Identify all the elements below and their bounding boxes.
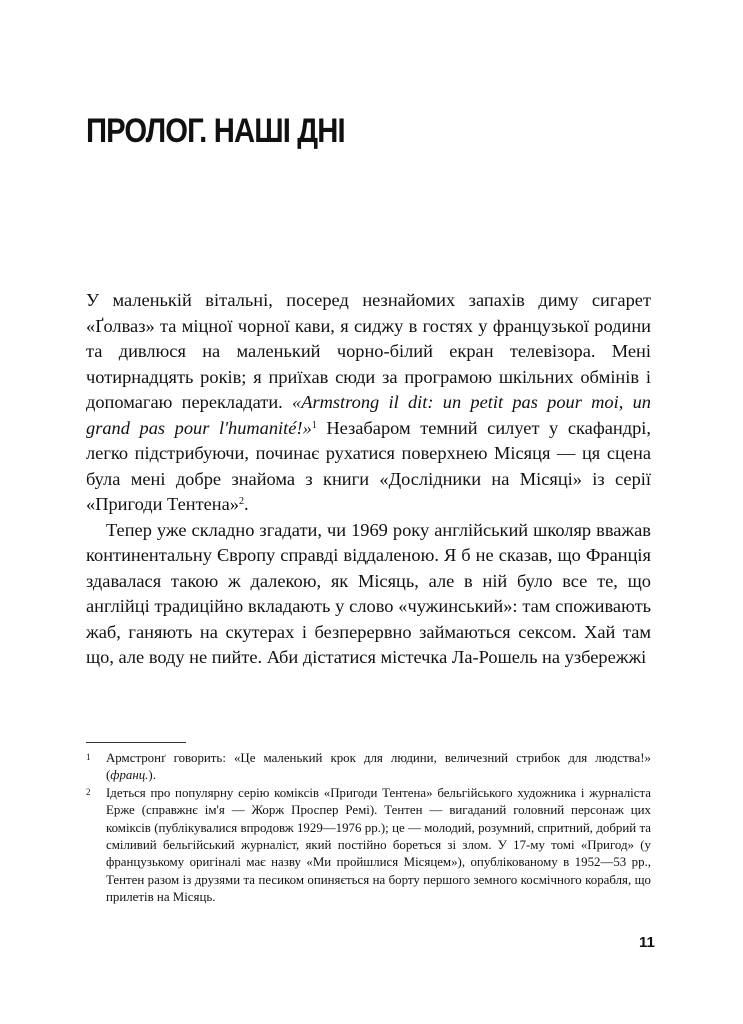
footnote-1-text-a: Армстронґ говорить: «Це маленький крок для людини, величезний стрибок для людства!» ( xyxy=(106,751,651,783)
footnote-number: 2 xyxy=(86,786,91,797)
footnote-2 xyxy=(86,785,651,907)
paragraph-1 xyxy=(86,288,651,518)
paragraph-1-text-c: . xyxy=(244,494,249,514)
paragraph-2: Тепер уже складно згадати, чи 1969 року англійський школяр вважав континентальну Європу справді віддаленою. Я б не сказав, що Франція здавалася такою ж далекою, як Місяць, але в ній було все те, що англійці традиційно вкладають у слово «чужинський»: там споживають жаб, ганяють на скутерах і безперервно займаються сексом. Хай там що, але воду не пийте. Аби дістатися містечка Ла-Рошель на узбережжі xyxy=(86,519,651,667)
page-number: 11 xyxy=(639,934,655,951)
armstrong-quote: «Armstrong il dit: un petit pas pour moi, un grand pas pour l'humanité!» xyxy=(86,392,651,438)
footnote-number: 1 xyxy=(86,752,91,762)
paragraph-1-text-b: Незабаром темний силует у скафандрі, легко підстрибуючи, починає рухатися поверхнею Місяця — ця сцена була мені добре знайома з книги «Дослідники на Місяці» із серії «Пригоди Тентена» xyxy=(86,417,651,514)
footnote-2-text: Ідеться про популярну серію коміксів «Пригоди Тентена» бельгійського художника і журналіста Ерже (справжнє ім'я — Жорж Проспер Ремі). Тентен — вигаданий головний персонаж цих коміксів (публікувалися впродовж 1929—1976 рр.); це — молодий, розумний, спритний, добрий та сміливий бельгійський журналіст, який постійно бореться зі злом. У 17-му томі «Пригод» (у французькому оригіналі має назву «Ми пройшлися Місяцем»), опублікованому в 1952—53 рр., Тентен разом із друзями та песиком опиняється на борту першого земного космічного корабля, що прилетів на Місяць. xyxy=(106,785,651,905)
footnote-ref-1: 1 xyxy=(311,419,317,431)
footnotes xyxy=(86,750,651,907)
body-text xyxy=(86,288,651,671)
chapter-title: ПРОЛОГ. НАШІ ДНІ xyxy=(86,112,345,150)
footnote-1-italic: франц. xyxy=(110,768,149,783)
footnote-divider xyxy=(86,742,186,743)
footnote-ref-2: 2 xyxy=(239,496,244,507)
footnote-1 xyxy=(86,750,651,785)
paragraph-1-text-a: У маленькій вітальні, посеред незнайомих запахів диму сигарет «Ґолваз» та міцної чорної кави, я сиджу в гостях у французької родини та дивлюся на маленький чорно-білий екран телевізора. Мені чотирнадцять років; я приїхав сюди за програмою шкільних обмінів і допомагаю перекладати. xyxy=(86,290,651,412)
footnote-1-text-b: ). xyxy=(148,768,156,783)
